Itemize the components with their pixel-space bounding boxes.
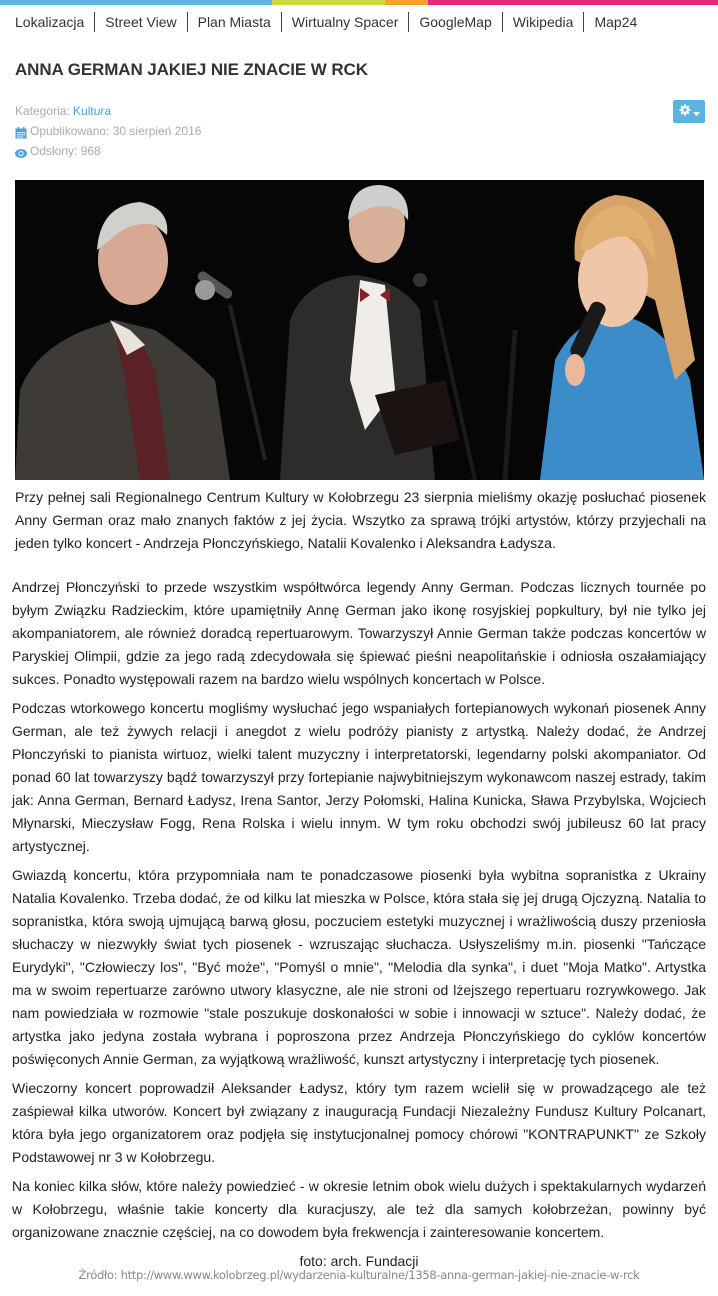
color-bar-blue — [0, 0, 272, 5]
published-row — [15, 121, 201, 141]
color-bar-lime — [272, 0, 385, 5]
nav-lokalizacja[interactable]: Lokalizacja — [15, 14, 85, 30]
article-meta — [15, 101, 201, 161]
nav-plan-miasta[interactable]: Plan Miasta — [187, 12, 281, 32]
calendar-icon — [15, 125, 27, 137]
nav-wikipedia[interactable]: Wikipedia — [502, 12, 584, 32]
article-paragraph: Na koniec kilka słów, które należy powiedzieć - w okresie letnim obok wielu dużych i spektakularnych wydarzeń w Kołobrzegu, właśnie takie koncerty dla kuracjuszy, ale też dla samych kołobrzeżan, powinny być organizowane znacznie częściej, na co dowodem była frekwencja i zainteresowanie koncertem. — [12, 1178, 706, 1240]
nav-street-view[interactable]: Street View — [94, 12, 186, 32]
article-title: ANNA GERMAN JAKIEJ NIE ZNACIE W RCK — [15, 60, 368, 79]
article-tools-button[interactable] — [673, 100, 705, 123]
eye-icon — [15, 145, 27, 157]
nav-map24[interactable]: Map24 — [583, 12, 647, 32]
nav-googlemap[interactable]: GoogleMap — [408, 12, 501, 32]
brand-color-bar — [0, 0, 718, 5]
concert-photo-illustration — [15, 180, 704, 480]
caret-down-icon — [693, 103, 700, 121]
article-intro: Przy pełnej sali Regionalnego Centrum Kultury w Kołobrzegu 23 sierpnia mieliśmy okazję posłuchać piosenek Anny German oraz mało znanych faktów z jej życia. Wszytko za sprawą trójki artystów, którzy przyjechali na jeden tylko koncert - Andrzeja Płonczyńskiego, Natalii Kovalenko i Aleksandra Ładysza. — [15, 489, 706, 551]
category-link[interactable]: Kultura — [73, 104, 112, 118]
article-photo — [15, 180, 704, 480]
article-paragraph: Andrzej Płonczyński to przede wszystkim współtwórca legendy Anny German. Podczas licznych tournée po byłym Związku Radzieckim, które upamiętniły Annę German jako ikonę rosyjskiej popkultury, był nie tylko jej akompaniatorem, ale również doradcą repertuarowym. Towarzyszył Annie German także podczas koncertów w Paryskiej Olimpii, gdzie za jego radą zdecydowała się śpiewać pieśni neapolitańskie i odniosła oszałamiający sukces. Ponadto występowali razem na bardzo wielu wspólnych koncertach w Polsce. — [12, 579, 706, 687]
article-paragraph: Podczas wtorkowego koncertu mogliśmy wysłuchać jego wspaniałych fortepianowych wykonań piosenek Anny German, ale też żywych relacji i anegdot z wielu podróży pianisty z artystką. Należy dodać, że Andrzej Płonczyński to pianista wirtuoz, wielki talent muzyczny i interpretatorski, legendarny polski akompaniator. Od ponad 60 lat towarzyszy bądź towarzyszył przy fortepianie najwybitniejszym wykonawcom naszej estrady, takim jak: Anna German, Bernard Ładysz, Irena Santor, Jerzy Połomski, Halina Kunicka, Sława Przybylska, Wojciech Młynarski, Mieczysław Fogg, Rena Rolska i wielu innym. W tym roku obchodzi swój jubileusz 60 lat pracy artystycznej. — [12, 700, 706, 854]
color-bar-pink — [428, 0, 718, 5]
views-row — [15, 141, 201, 161]
views-count: Odsłony: 968 — [30, 144, 101, 158]
article-body — [12, 576, 706, 1279]
category-row — [15, 101, 201, 121]
published-date: Opublikowano: 30 sierpień 2016 — [30, 124, 202, 138]
gear-icon — [679, 103, 691, 121]
category-label: Kategoria: — [15, 104, 70, 118]
article-paragraph: Gwiazdą koncertu, która przypomniała nam te ponadczasowe piosenki była wybitna sopranistka z Ukrainy Natalia Kovalenko. Trzeba dodać, że od kilku lat mieszka w Polsce, która stała się jej drugą Ojczyzną. Natalia to sopranistka, która swoją ujmującą barwą głosu, poczuciem estetyki muzycznej i wrażliwością duszy przeniosła słuchaczy w niezwykły świat tych piosenek - wzruszając słuchacza. Usłyszeliśmy m.in. piosenki "Tańczące Eurydyki", "Człowieczy los", "Być może", "Pomyśl o mnie", "Melodia dla synka", i duet "Moja Matko". Artystka ma w swoim repertuarze zarówno utwory klasyczne, ale nie stroni od lżejszego repertuaru rozrywkowego. Jak nam powiedziała w rozmowie "stale poszukuje doskonałości w sobie i innowacji w sztuce". Należy dodać, że artystka jako jedyna została wybrana i poproszona przez Andrzeja Płonczyńskiego do cyklów koncertów poświęconych Annie German, za wyjątkową wrażliwość, kunszt artystyczny i interpretację tych piosenek. — [12, 867, 706, 1067]
photo-credit: foto: arch. Fundacji — [299, 1253, 419, 1269]
article-paragraph: Wieczorny koncert poprowadził Aleksander Ładysz, który tym razem wcielił się w prowadzącego ale też zaśpiewał kilka utworów. Koncert był związany z inauguracją Fundacji Niezależny Fundusz Kultury Polcanart, która była jego organizatorem oraz podjęła się instytucjonalnej pomocy chórowi "KONTRAPUNKT" ze Szkoły Podstawowej nr 3 w Kołobrzegu. — [12, 1080, 706, 1165]
nav-wirtualny-spacer[interactable]: Wirtualny Spacer — [281, 12, 409, 32]
color-bar-orange — [385, 0, 428, 5]
source-link[interactable]: Źródło: http://www.www.kolobrzeg.pl/wydarzenia-kulturalne/1358-anna-german-jakiej-nie-znacie-w-rck — [78, 1268, 640, 1282]
top-nav — [15, 12, 647, 32]
